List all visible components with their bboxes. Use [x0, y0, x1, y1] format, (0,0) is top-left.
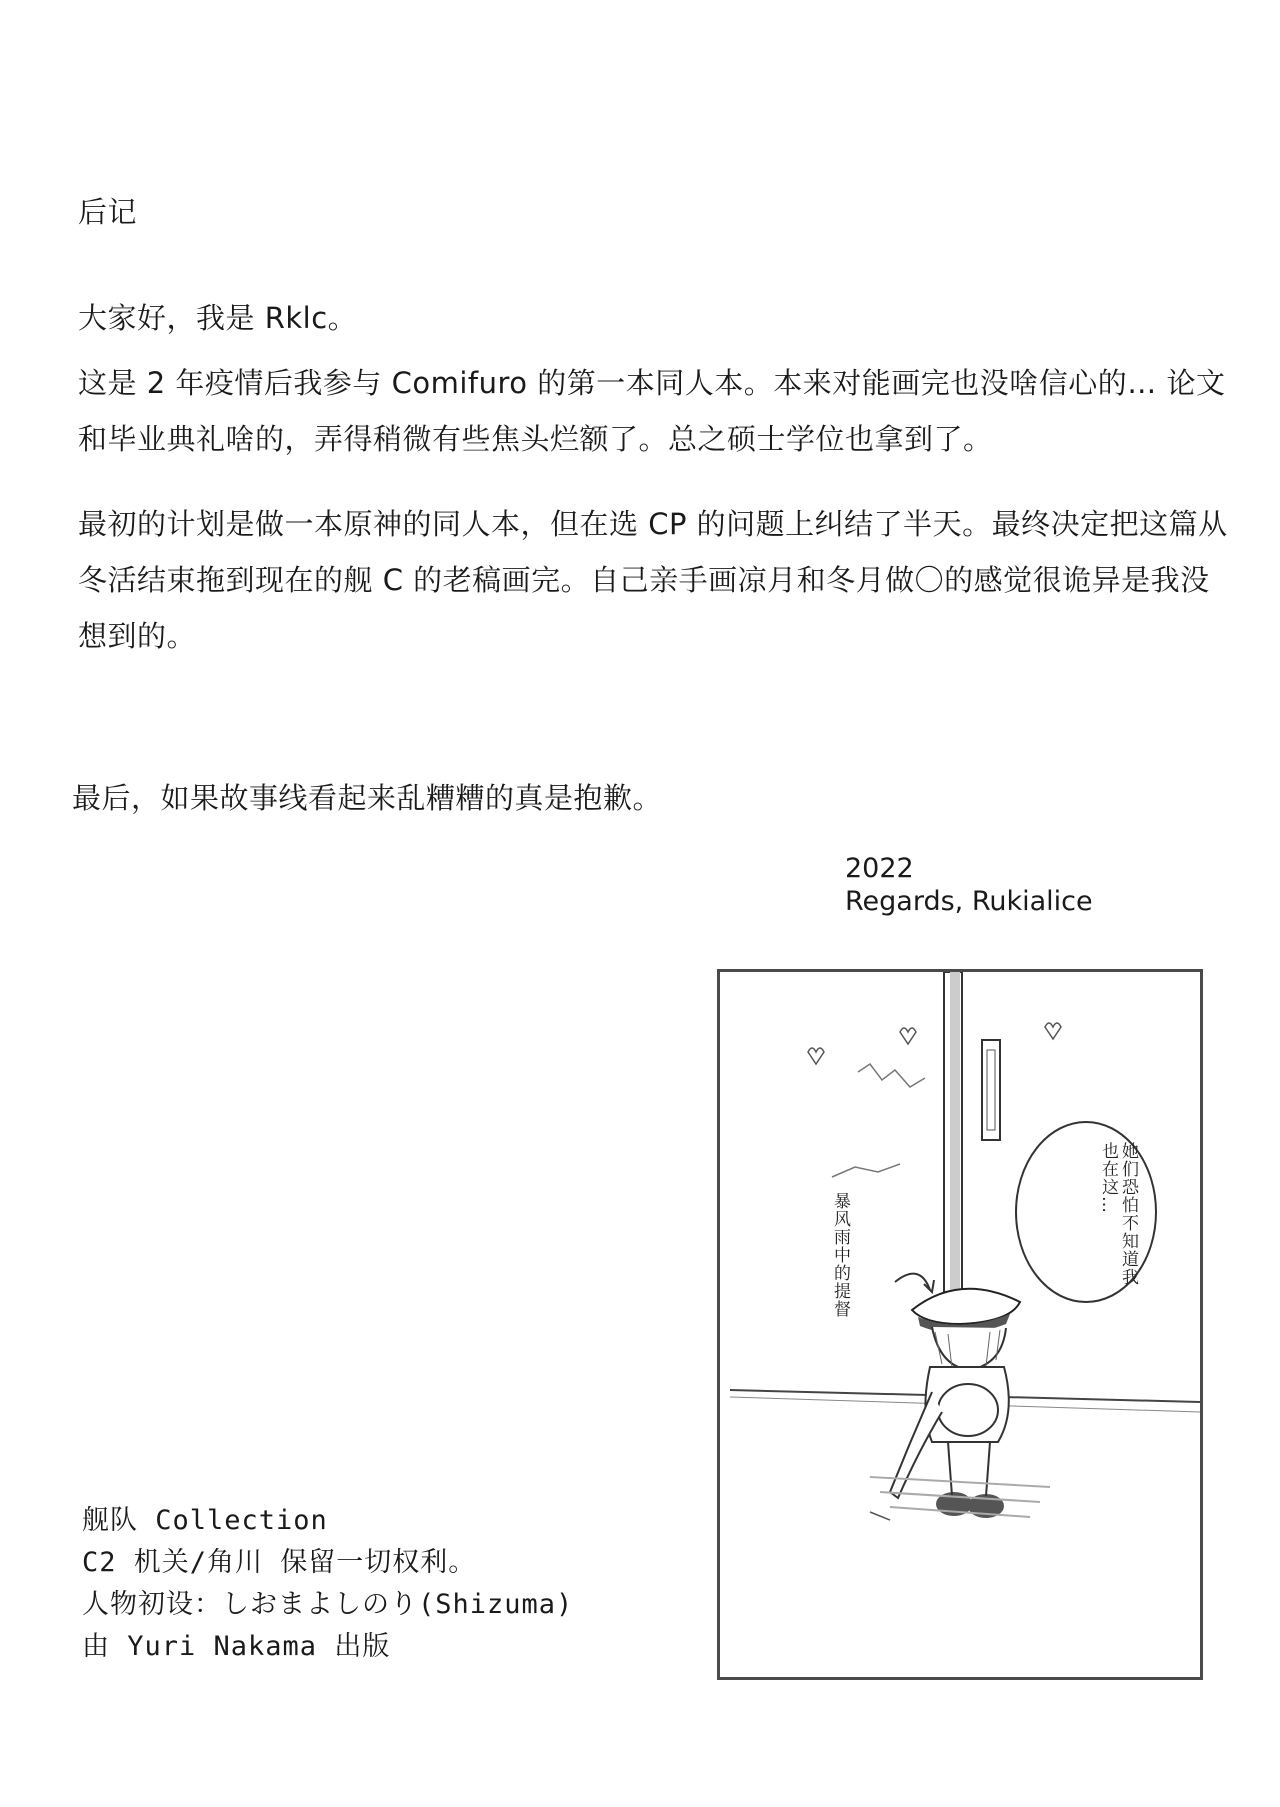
- credit-line: 由 Yuri Nakama 出版: [82, 1631, 391, 1662]
- illustration-panel: [717, 969, 1203, 1680]
- signature-name: Regards, Rukialice: [845, 886, 1093, 917]
- signature-year: 2022: [845, 853, 914, 884]
- afterword-title: 后记: [78, 195, 138, 229]
- credit-line: 舰队 Collection: [82, 1505, 328, 1536]
- paragraph-1-line-1: 这是 2 年疫情后我参与 Comifuro 的第一本同人本。本来对能画完也没啥信心的… 论文: [78, 366, 1226, 400]
- paragraph-2-line-1: 最初的计划是做一本原神的同人本，但在选 CP 的问题上纠结了半天。最终决定把这篇从: [78, 507, 1228, 541]
- illustration-drawing: [720, 972, 1203, 1680]
- credit-line: C2 机关/角川 保留一切权利。: [82, 1547, 477, 1578]
- closing-line: 最后，如果故事线看起来乱糟糟的真是抱歉。: [72, 781, 663, 815]
- paragraph-2-line-3: 想到的。: [78, 619, 197, 653]
- paragraph-2-line-2: 冬活结束拖到现在的舰 C 的老稿画完。自己亲手画凉月和冬月做〇的感觉很诡异是我没: [78, 563, 1210, 597]
- heart-icon: [808, 1048, 824, 1064]
- speech-bubble-text: 她们恐怕不知道我也在这…: [1098, 1142, 1138, 1286]
- greeting-line: 大家好，我是 Rklc。: [78, 301, 358, 335]
- heart-icon: [900, 1028, 916, 1044]
- caption-text: 暴风雨中的提督: [830, 1192, 850, 1318]
- paragraph-1-line-2: 和毕业典礼啥的，弄得稍微有些焦头烂额了。总之硕士学位也拿到了。: [78, 422, 993, 456]
- credits-block: [82, 1500, 573, 1668]
- credit-line: 人物初设：しおまよしのり(Shizuma): [82, 1589, 574, 1620]
- heart-icon: [1045, 1023, 1061, 1039]
